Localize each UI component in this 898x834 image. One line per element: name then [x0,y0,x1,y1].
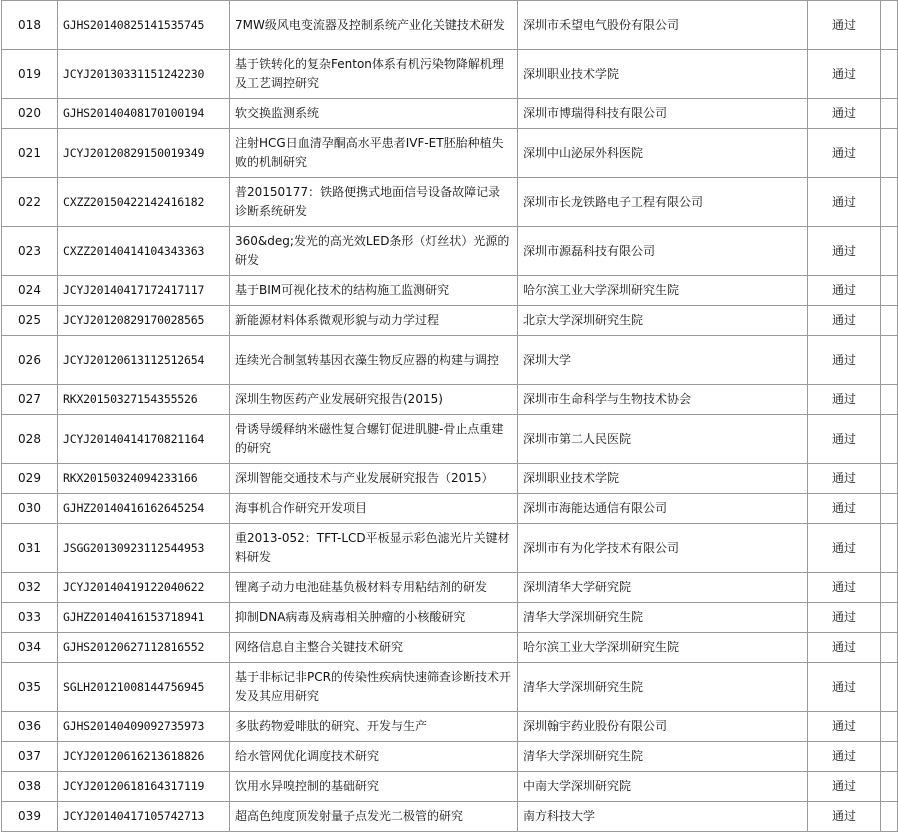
review-result: 通过 [808,772,881,802]
row-number: 035 [2,663,58,712]
review-result: 通过 [808,802,881,832]
project-title: 7MW级风电变流器及控制系统产业化关键技术研发 [230,1,518,50]
row-number: 037 [2,742,58,772]
project-code: JCYJ20120829170028565 [58,306,230,336]
table-row [2,494,898,524]
review-result: 通过 [808,227,881,276]
table-row [2,276,898,306]
organization: 北京大学深圳研究生院 [518,306,808,336]
project-title: 网络信息自主整合关键技术研究 [230,633,518,663]
organization: 深圳清华大学研究院 [518,573,808,603]
organization: 深圳市源磊科技有限公司 [518,227,808,276]
project-title: 软交换监测系统 [230,99,518,129]
row-number: 038 [2,772,58,802]
project-title: 基于非标记非PCR的传染性疾病快速筛查诊断技术开发及其应用研究 [230,663,518,712]
blank-cell [881,385,898,415]
organization: 深圳市博瑞得科技有限公司 [518,99,808,129]
project-title: 多肽药物爱啡肽的研究、开发与生产 [230,712,518,742]
table-row [2,663,898,712]
review-result: 通过 [808,524,881,573]
project-acceptance-table [1,0,898,832]
organization: 哈尔滨工业大学深圳研究生院 [518,633,808,663]
table-row [2,573,898,603]
project-title: 深圳智能交通技术与产业发展研究报告（2015） [230,464,518,494]
organization: 深圳职业技术学院 [518,50,808,99]
blank-cell [881,306,898,336]
project-title: 饮用水异嗅控制的基础研究 [230,772,518,802]
project-title: 新能源材料体系微观形貌与动力学过程 [230,306,518,336]
row-number: 018 [2,1,58,50]
organization: 深圳市生命科学与生物技术协会 [518,385,808,415]
project-code: JCYJ20120613112512654 [58,336,230,385]
blank-cell [881,573,898,603]
table-row [2,633,898,663]
project-code: RKX20150324094233166 [58,464,230,494]
blank-cell [881,603,898,633]
project-code: GJHS20140408170100194 [58,99,230,129]
project-code: JCYJ20130331151242230 [58,50,230,99]
project-code: GJHZ20140416162645254 [58,494,230,524]
row-number: 028 [2,415,58,464]
project-title: 锂离子动力电池硅基负极材料专用粘结剂的研发 [230,573,518,603]
row-number: 021 [2,129,58,178]
project-title: 骨诱导缓释纳米磁性复合螺钉促进肌腱-骨止点重建的研究 [230,415,518,464]
organization: 清华大学深圳研究生院 [518,603,808,633]
table-row [2,50,898,99]
table-row [2,415,898,464]
organization: 深圳市第二人民医院 [518,415,808,464]
table-row [2,524,898,573]
review-result: 通过 [808,276,881,306]
organization: 深圳市有为化学技术有限公司 [518,524,808,573]
project-code: RKX20150327154355526 [58,385,230,415]
project-code: CXZZ20140414104343363 [58,227,230,276]
blank-cell [881,178,898,227]
review-result: 通过 [808,336,881,385]
project-title: 基于铁转化的复杂Fenton体系有机污染物降解机理及工艺调控研究 [230,50,518,99]
project-code: GJHS20140409092735973 [58,712,230,742]
row-number: 023 [2,227,58,276]
project-code: JCYJ20120618164317119 [58,772,230,802]
review-result: 通过 [808,663,881,712]
row-number: 030 [2,494,58,524]
project-title: 普20150177：铁路便携式地面信号设备故障记录诊断系统研发 [230,178,518,227]
blank-cell [881,772,898,802]
row-number: 025 [2,306,58,336]
blank-cell [881,276,898,306]
project-title: 注射HCG日血清孕酮高水平患者IVF-ET胚胎种植失败的机制研究 [230,129,518,178]
table-body [2,1,898,832]
project-title: 超高色纯度顶发射量子点发光二极管的研究 [230,802,518,832]
blank-cell [881,802,898,832]
blank-cell [881,464,898,494]
organization: 中南大学深圳研究院 [518,772,808,802]
project-code: JCYJ20140417172417117 [58,276,230,306]
project-title: 给水管网优化调度技术研究 [230,742,518,772]
project-code: JCYJ20140417105742713 [58,802,230,832]
review-result: 通过 [808,573,881,603]
blank-cell [881,1,898,50]
blank-cell [881,336,898,385]
organization: 清华大学深圳研究生院 [518,742,808,772]
project-code: SGLH20121008144756945 [58,663,230,712]
row-number: 031 [2,524,58,573]
project-code: JCYJ20120829150019349 [58,129,230,178]
blank-cell [881,633,898,663]
review-result: 通过 [808,129,881,178]
row-number: 033 [2,603,58,633]
review-result: 通过 [808,50,881,99]
blank-cell [881,227,898,276]
row-number: 027 [2,385,58,415]
review-result: 通过 [808,494,881,524]
table-row [2,336,898,385]
table-row [2,178,898,227]
review-result: 通过 [808,633,881,663]
project-title: 360&deg;发光的高光效LED条形（灯丝状）光源的研发 [230,227,518,276]
blank-cell [881,50,898,99]
row-number: 024 [2,276,58,306]
project-code: GJHZ20140416153718941 [58,603,230,633]
table-row [2,772,898,802]
blank-cell [881,129,898,178]
organization: 深圳市长龙铁路电子工程有限公司 [518,178,808,227]
table-row [2,802,898,832]
blank-cell [881,742,898,772]
project-title: 重2013-052：TFT-LCD平板显示彩色滤光片关键材料研发 [230,524,518,573]
project-code: CXZZ20150422142416182 [58,178,230,227]
organization: 深圳翰宇药业股份有限公司 [518,712,808,742]
organization: 深圳中山泌尿外科医院 [518,129,808,178]
review-result: 通过 [808,178,881,227]
table-row [2,129,898,178]
row-number: 020 [2,99,58,129]
table-row [2,742,898,772]
review-result: 通过 [808,306,881,336]
table-row [2,99,898,129]
project-title: 抑制DNA病毒及病毒相关肿瘤的小核酸研究 [230,603,518,633]
review-result: 通过 [808,1,881,50]
table-row [2,464,898,494]
organization: 清华大学深圳研究生院 [518,663,808,712]
blank-cell [881,415,898,464]
table-row [2,227,898,276]
project-title: 海事机合作研究开发项目 [230,494,518,524]
row-number: 026 [2,336,58,385]
table-row [2,1,898,50]
row-number: 039 [2,802,58,832]
organization: 南方科技大学 [518,802,808,832]
table-row [2,603,898,633]
review-result: 通过 [808,712,881,742]
organization: 深圳市禾望电气股份有限公司 [518,1,808,50]
project-code: JCYJ20140414170821164 [58,415,230,464]
table-row [2,712,898,742]
blank-cell [881,494,898,524]
project-title: 连续光合制氢转基因衣藻生物反应器的构建与调控 [230,336,518,385]
project-code: GJHS20140825141535745 [58,1,230,50]
review-result: 通过 [808,385,881,415]
organization: 哈尔滨工业大学深圳研究生院 [518,276,808,306]
project-title: 基于BIM可视化技术的结构施工监测研究 [230,276,518,306]
project-code: JCYJ20120616213618826 [58,742,230,772]
organization: 深圳市海能达通信有限公司 [518,494,808,524]
blank-cell [881,524,898,573]
review-result: 通过 [808,742,881,772]
row-number: 029 [2,464,58,494]
row-number: 019 [2,50,58,99]
blank-cell [881,99,898,129]
table-row [2,306,898,336]
project-code: JCYJ20140419122040622 [58,573,230,603]
project-code: GJHS20120627112816552 [58,633,230,663]
blank-cell [881,712,898,742]
organization: 深圳职业技术学院 [518,464,808,494]
review-result: 通过 [808,99,881,129]
row-number: 036 [2,712,58,742]
table-row [2,385,898,415]
review-result: 通过 [808,415,881,464]
project-code: JSGG20130923112544953 [58,524,230,573]
row-number: 034 [2,633,58,663]
row-number: 022 [2,178,58,227]
blank-cell [881,663,898,712]
organization: 深圳大学 [518,336,808,385]
review-result: 通过 [808,603,881,633]
review-result: 通过 [808,464,881,494]
row-number: 032 [2,573,58,603]
project-title: 深圳生物医药产业发展研究报告(2015) [230,385,518,415]
